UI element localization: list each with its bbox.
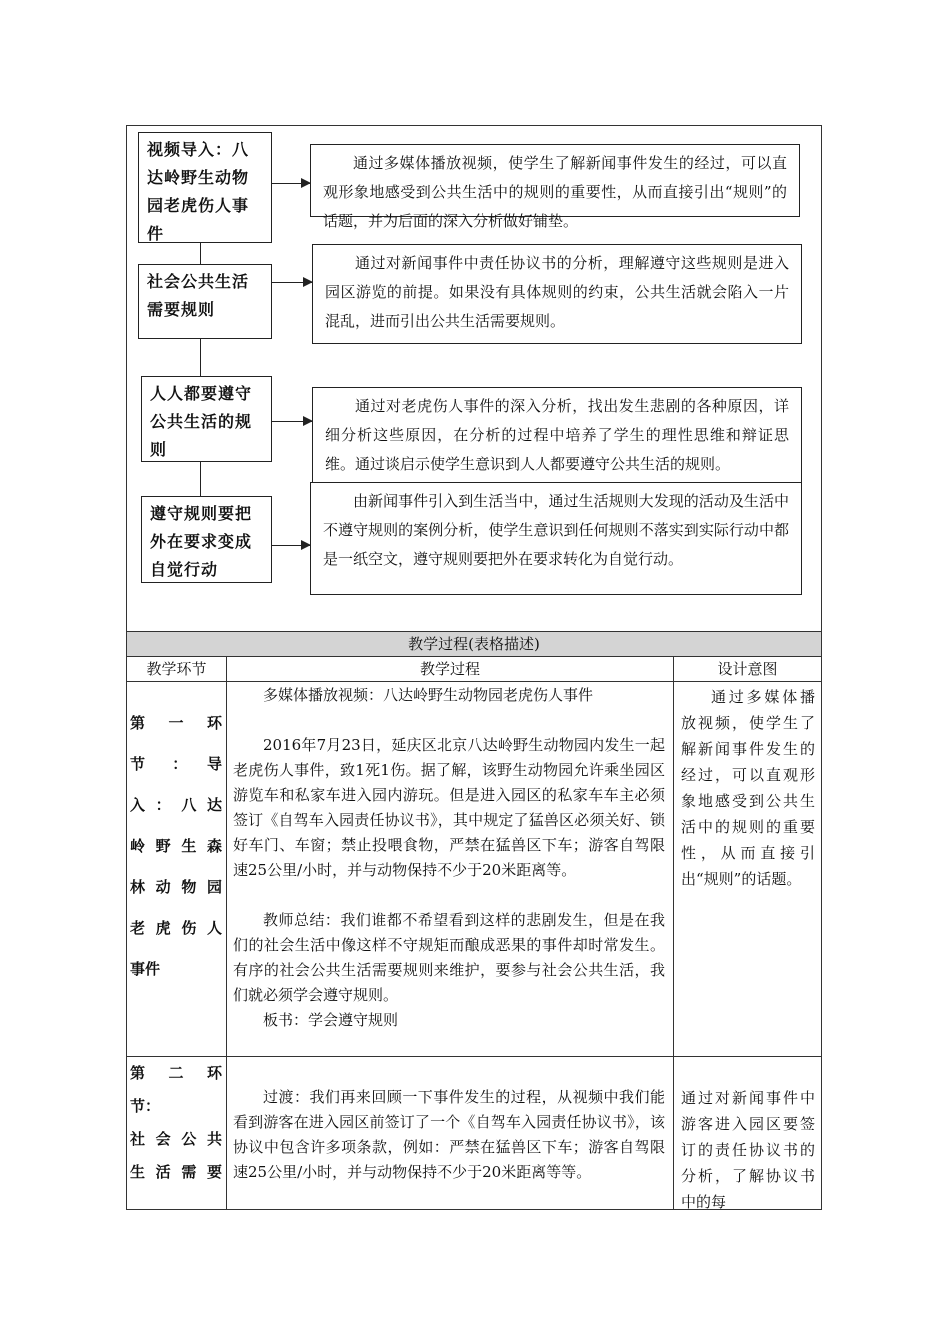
intent-cell: 通过多媒体播放视频，使学生了解新闻事件发生的经过，可以直观形象地感受到公共生活中的规则的重要性，从而直接引出“规则”的话题。 (681, 688, 815, 888)
flow-arrow (272, 545, 310, 546)
process-cell (233, 683, 665, 1033)
stage-line: 生活需要 (130, 1163, 222, 1181)
flow-description: 由新闻事件引入到生活当中，通过生活规则大发现的活动及生活中不遵守规则的案例分析，使学生意识到任何规则不落实到实际行动中都是一纸空文，遵守规则要把外在要求转化为自觉行动。 (310, 482, 802, 595)
flow-arrow (272, 282, 312, 283)
stage-line: 老虎伤人 (130, 919, 222, 937)
process-cell (233, 1085, 665, 1185)
stage-line: 岭野生森 (130, 837, 222, 855)
header-bottom-rule (126, 681, 822, 682)
col-divider-2 (673, 656, 674, 1210)
stage-cell (130, 708, 222, 985)
process-paragraph: 多媒体播放视频：八达岭野生动物园老虎伤人事件 (263, 686, 594, 704)
stage-line: 第 一 环 (130, 714, 222, 732)
process-paragraph: 教师总结：我们谁都不希望看到这样的悲剧发生，但是在我们的社会生活中像这样不守规矩而酿成恶果的事件却时常发生。有序的社会公共生活需要规则来维护，要参与社会公共生活，我们就必须学会遵守规则。 (233, 911, 665, 1004)
flow-connector (200, 461, 201, 496)
flow-node: 视频导入：八达岭野生动物园老虎伤人事件 (138, 132, 272, 243)
flow-node: 遵守规则要把外在要求变成自觉行动 (141, 496, 272, 583)
flow-description: 通过多媒体播放视频，使学生了解新闻事件发生的经过，可以直观形象地感受到公共生活中的规则的重要性，从而直接引出“规则”的话题，并为后面的深入分析做好铺垫。 (310, 144, 800, 217)
flow-node: 社会公共生活需要规则 (138, 264, 272, 339)
stage-line: 入：八达 (130, 796, 222, 814)
col-divider-1 (226, 656, 227, 1210)
flow-description: 通过对老虎伤人事件的深入分析，找出发生悲剧的各种原因，详细分析这些原因，在分析的过程中培养了学生的理性思维和辩证思维。通过谈启示使学生意识到人人都要遵守公共生活的规则。 (312, 387, 802, 484)
process-paragraph: 板书：学会遵守规则 (263, 1011, 399, 1029)
stage-line: 第 二 环 (130, 1064, 222, 1082)
flow-arrow (272, 183, 310, 184)
flow-arrow (272, 421, 312, 422)
process-paragraph: 过渡：我们再来回顾一下事件发生的过程，从视频中我们能看到游客在进入园区前签订了一个《自驾车入园责任协议书》，该协议中包含许多项条款，例如：严禁在猛兽区下车；游客自驾限速25公里/小时，并与动物保持不少于20米距离等等。 (233, 1088, 665, 1181)
process-paragraph: 2016年7月23日，延庆区北京八达岭野生动物园内发生一起老虎伤人事件，致1死1伤。据了解，该野生动物园允许乘坐园区游览车和私家车进入园内游玩。但是进入园区的私家车车主必须签订《自驾车入园责任协议书》，其中规定了猛兽区必须关好、锁好车门、车窗；禁止投喂食物，严禁在猛兽区下车；游客自驾限速25公里/小时，并与动物保持不少于20米距离等。 (233, 736, 665, 879)
header-process: 教学过程 (419, 660, 480, 678)
stage-cell (130, 1058, 222, 1188)
section-title: 教学过程(表格描述) (127, 632, 821, 656)
stage-line: 事件 (130, 960, 161, 978)
flow-connector (200, 338, 201, 376)
stage-line: 社会公共 (130, 1130, 222, 1148)
intent-cell: 通过对新闻事件中游客进入园区要签订的责任协议书的分析，了解协议书中的每 (681, 1089, 815, 1211)
row-divider (126, 1056, 822, 1057)
flow-connector (200, 242, 201, 264)
stage-line: 节： (130, 1097, 161, 1115)
flow-description: 通过对新闻事件中责任协议书的分析，理解遵守这些规则是进入园区游览的前提。如果没有具体规则的约束，公共生活就会陷入一片混乱，进而引出公共生活需要规则。 (312, 244, 802, 344)
header-intent: 设计意图 (717, 660, 778, 678)
stage-line: 节 ： 导 (130, 755, 222, 773)
header-stage: 教学环节 (146, 660, 207, 678)
stage-line: 林动物园 (130, 878, 222, 896)
flow-node: 人人都要遵守公共生活的规则 (141, 376, 272, 462)
